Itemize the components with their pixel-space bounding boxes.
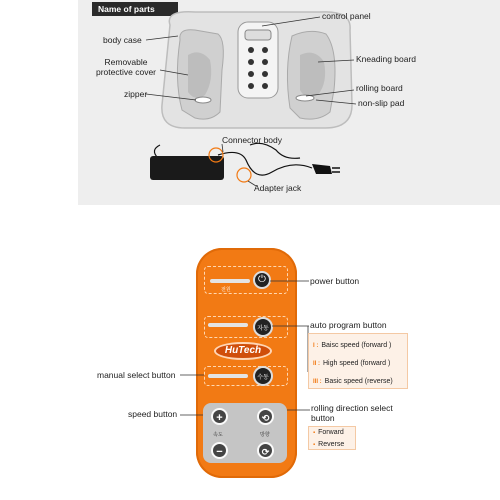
speed-plus-button[interactable]: + xyxy=(211,408,228,425)
auto-program-button[interactable]: 자동 xyxy=(253,317,273,337)
label-removable-cover-1: Removable xyxy=(104,57,148,67)
label-control-panel: control panel xyxy=(322,11,371,21)
power-small-label: 전원 xyxy=(221,287,231,293)
manual-select-button[interactable]: 수동 xyxy=(253,366,273,386)
label-rolling-direction-1: rolling direction select xyxy=(311,403,393,413)
label-zipper: zipper xyxy=(124,89,148,99)
label-rolling-direction-2: button xyxy=(311,413,335,423)
direction-legend-item: ▪ Reverse xyxy=(313,441,345,448)
label-auto-program-button: auto program button xyxy=(310,320,387,330)
label-rolling-board: rolling board xyxy=(356,83,403,93)
power-button[interactable]: ⏻ xyxy=(253,271,271,289)
hutech-logo: HuTech xyxy=(214,342,272,360)
parts-title: Name of parts xyxy=(92,2,178,16)
speed-legend-item: II : High speed (forward ) xyxy=(313,360,391,367)
direction-legend xyxy=(308,426,356,450)
speed-minus-button[interactable]: − xyxy=(211,442,228,459)
direction-reverse-button[interactable]: ⟳ xyxy=(257,442,274,459)
label-removable-cover-2: protective cover xyxy=(96,67,156,77)
label-manual-select-button: manual select button xyxy=(97,370,176,380)
speed-legend-item: III : Basic speed (reverse) xyxy=(313,378,393,385)
direction-forward-button[interactable]: ⟲ xyxy=(257,408,274,425)
speed-legend-item: I : Baisc speed (forward ) xyxy=(313,342,392,349)
speed-legend xyxy=(308,333,408,389)
speed-small-label: 속도 xyxy=(213,432,223,438)
label-power-button: power button xyxy=(310,276,360,286)
label-adapter-jack: Adapter jack xyxy=(254,183,302,193)
label-connector-body: Connector body xyxy=(222,135,283,145)
label-non-slip-pad: non-slip pad xyxy=(358,98,405,108)
label-speed-button: speed button xyxy=(128,409,178,419)
label-kneading-board: Kneading board xyxy=(356,54,417,64)
direction-legend-item: ▪ Forward xyxy=(313,429,344,436)
label-body-case: body case xyxy=(103,35,142,45)
direction-small-label: 방향 xyxy=(260,432,270,438)
